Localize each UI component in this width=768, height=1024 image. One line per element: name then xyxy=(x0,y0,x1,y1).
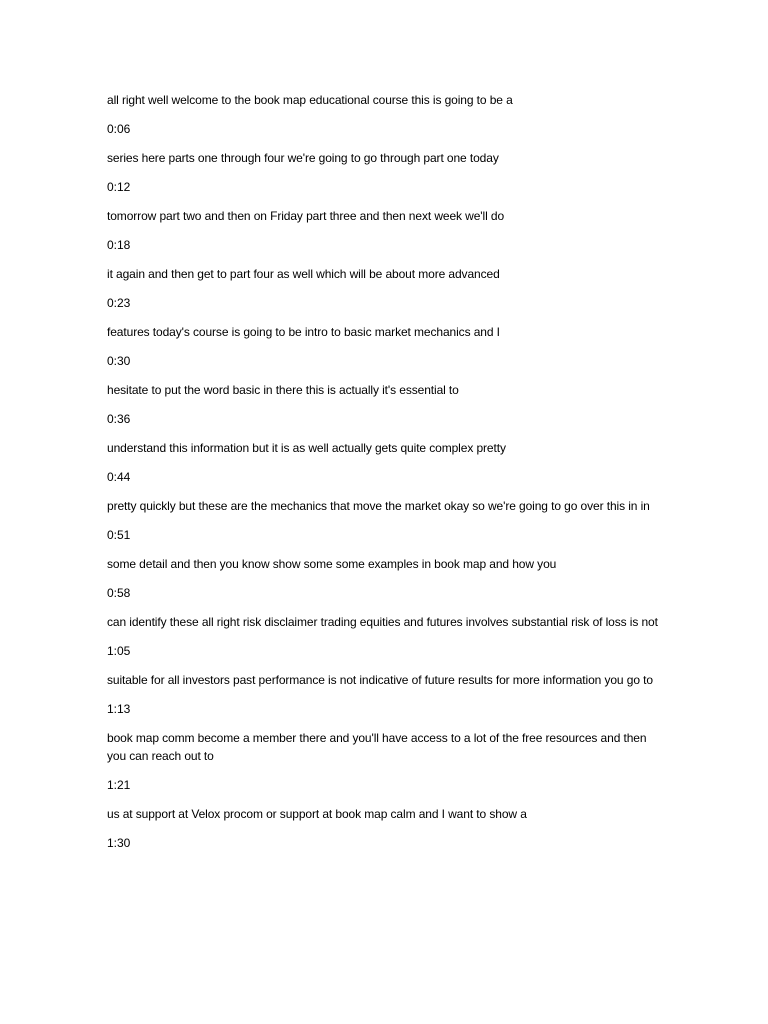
transcript-line: tomorrow part two and then on Friday part three and then next week we'll do xyxy=(107,209,505,223)
transcript-timestamp: 0:44 xyxy=(107,470,131,484)
transcript-line: some detail and then you know show some some examples in book map and how you xyxy=(107,557,557,571)
transcript-timestamp: 0:51 xyxy=(107,528,131,542)
transcript-timestamp: 1:21 xyxy=(107,778,131,792)
transcript-line: features today's course is going to be intro to basic market mechanics and I xyxy=(107,325,500,339)
transcript-timestamp: 1:13 xyxy=(107,702,131,716)
transcript-line: suitable for all investors past performance is not indicative of future results for more information you go to xyxy=(107,673,653,687)
transcript xyxy=(107,91,667,863)
transcript-timestamp: 0:18 xyxy=(107,238,131,252)
transcript-timestamp: 0:12 xyxy=(107,180,131,194)
transcript-timestamp: 0:06 xyxy=(107,122,131,136)
transcript-line: all right well welcome to the book map educational course this is going to be a xyxy=(107,93,513,107)
transcript-timestamp: 0:23 xyxy=(107,296,131,310)
transcript-timestamp: 1:05 xyxy=(107,644,131,658)
transcript-line: us at support at Velox procom or support at book map calm and I want to show a xyxy=(107,807,527,821)
transcript-timestamp: 0:36 xyxy=(107,412,131,426)
transcript-line: understand this information but it is as well actually gets quite complex pretty xyxy=(107,441,506,455)
transcript-line: series here parts one through four we're going to go through part one today xyxy=(107,151,499,165)
transcript-timestamp: 1:30 xyxy=(107,836,131,850)
transcript-line: book map comm become a member there and you'll have access to a lot of the free resources and then you can reach out to xyxy=(107,731,647,763)
transcript-line: it again and then get to part four as well which will be about more advanced xyxy=(107,267,500,281)
transcript-timestamp: 0:58 xyxy=(107,586,131,600)
transcript-timestamp: 0:30 xyxy=(107,354,131,368)
transcript-line: hesitate to put the word basic in there this is actually it's essential to xyxy=(107,383,459,397)
transcript-line: can identify these all right risk disclaimer trading equities and futures involves substantial risk of loss is not xyxy=(107,615,658,629)
transcript-line: pretty quickly but these are the mechanics that move the market okay so we're going to go over this in in xyxy=(107,499,650,513)
